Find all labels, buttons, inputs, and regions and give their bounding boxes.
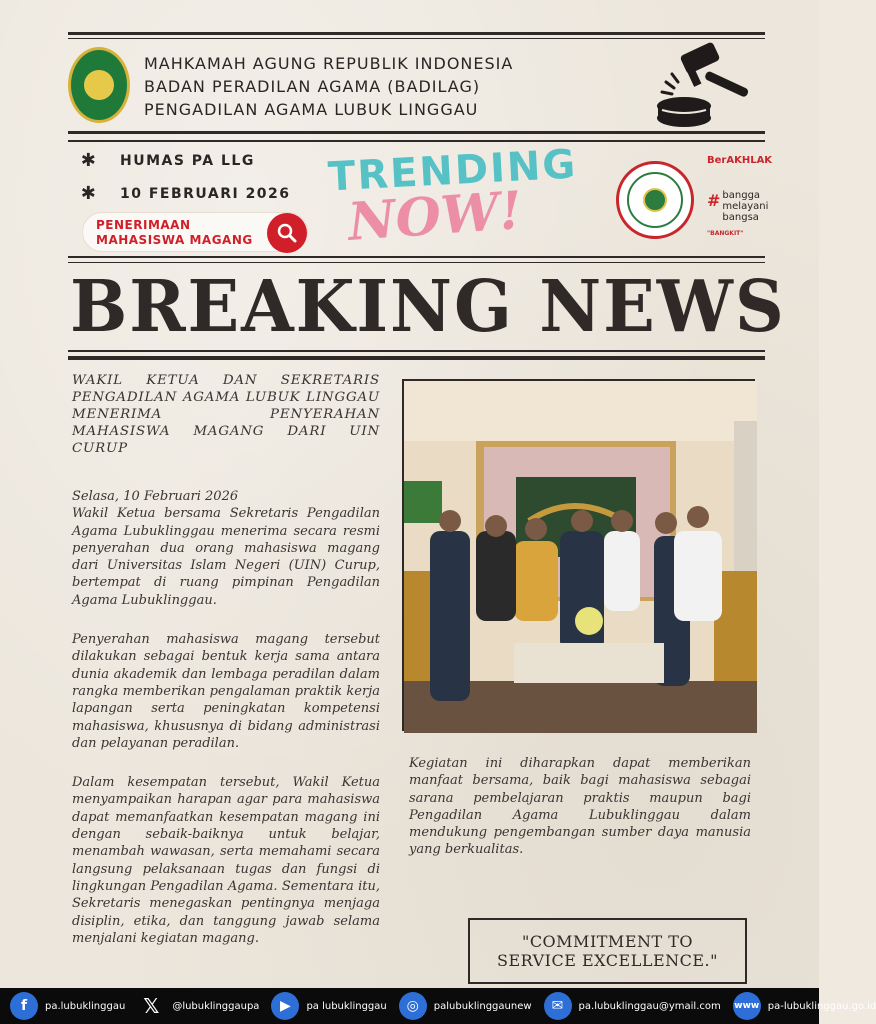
asterisk-icon: ✱	[80, 183, 98, 204]
commitment-quote	[468, 918, 747, 984]
headline-rule	[68, 350, 765, 352]
subheader-rule	[68, 256, 765, 258]
article-paragraph: Kegiatan ini diharapkan dapat memberikan manfaat bersama, baik bagi mahasiswa sebagai sarana pembelajaran praktis maupun bagi Pengadilan Agama Lubuklinggau dalam mendukung pengembangan sumber daya manusia yang berkualitas.	[409, 756, 751, 858]
article-paragraph: Penyerahan mahasiswa magang tersebut dilakukan sebagai bentuk kerja sama antara dunia akademik dan lembaga peradilan dalam rangka memberikan pengalaman praktik kerja lapangan serta peningkatan kompetensi mahasiswa, khususnya di bidang administrasi dan pelayanan peradilan.	[72, 632, 380, 751]
facebook-link[interactable]	[10, 992, 125, 1020]
x-label: @lubuklinggaupa	[172, 1000, 260, 1012]
website-label: pa-lubuklinggau.go.id	[767, 1000, 876, 1012]
youtube-icon: ▶	[271, 992, 299, 1020]
bangga-melayani-bangsa-logo	[707, 190, 768, 223]
email-icon: ✉	[544, 992, 572, 1020]
top-rule-thin	[68, 38, 765, 39]
trending-now-logo	[326, 141, 582, 253]
meta-date-row	[80, 183, 291, 204]
org-line-3: PENGADILAN AGAMA LUBUK LINGGAU	[144, 100, 479, 119]
email-label: pa.lubuklinggau@ymail.com	[578, 1000, 721, 1012]
topic-text: PENERIMAAN MAHASISWA MAGANG	[96, 218, 253, 247]
court-logo-emblem	[82, 68, 116, 102]
headline-rule-thick	[68, 356, 765, 360]
breaking-news-headline: BREAKING NEWS	[70, 264, 786, 348]
court-logo	[68, 47, 130, 123]
article-right-column	[409, 755, 751, 859]
bangkit-logo: "BANGKIT"	[707, 230, 744, 237]
hashtag-icon: #	[707, 191, 721, 210]
header-rule	[68, 131, 765, 134]
subheader-rule-thin	[68, 262, 765, 263]
facebook-label: pa.lubuklinggau	[45, 1000, 126, 1012]
bangga-text: bangga melayani bangsa	[722, 190, 769, 223]
website-link[interactable]	[733, 992, 876, 1020]
social-footer	[0, 988, 876, 1024]
article-paragraph: Selasa, 10 Februari 2026 Wakil Ketua bersama Sekretaris Pengadilan Agama Lubuklinggau menerima secara resmi penyerahan dua orang mahasiswa magang dari Universitas Islam Negeri (UIN) Curup, bertempat di ruang pimpinan Pengadilan Agama Lubuklinggau.	[72, 489, 380, 608]
org-line-2: BADAN PERADILAN AGAMA (BADILAG)	[144, 77, 481, 96]
instagram-icon: ◎	[399, 992, 427, 1020]
date-label: 10 FEBRUARI 2026	[120, 185, 291, 202]
header-rule-2	[68, 140, 765, 142]
article-paragraph: Dalam kesempatan tersebut, Wakil Ketua menyampaikan harapan agar para mahasiswa dapat memanfaatkan kesempatan magang ini dengan sebaik-baiknya untuk belajar, menambah wawasan, serta memahami secara langsung pelaksanaan tugas dan fungsi di lingkungan Pengadilan Agama. Sementara itu, Sekretaris menegaskan pentingnya menjaga disiplin, etika, dan tanggung jawab selama menjalani kegiatan magang.	[72, 775, 380, 946]
instagram-label: palubuklinggaunew	[433, 1000, 532, 1012]
top-rule	[68, 32, 765, 35]
topic-search-pill	[82, 212, 308, 252]
email-link[interactable]	[544, 992, 721, 1020]
web-icon: www	[733, 992, 761, 1020]
event-photo	[402, 379, 755, 731]
youtube-link[interactable]	[271, 992, 386, 1020]
seal-ring	[627, 172, 683, 228]
youtube-label: pa lubuklinggau	[306, 1000, 387, 1012]
court-seal-logo	[616, 161, 694, 239]
asterisk-icon: ✱	[80, 150, 98, 171]
org-header	[144, 52, 513, 121]
quote-line-1: "COMMITMENT TO	[521, 932, 694, 951]
event-photo-illustration	[404, 381, 757, 733]
now-word: NOW!	[346, 180, 524, 253]
meta-author-row	[80, 150, 255, 171]
search-icon	[267, 213, 307, 253]
gavel-icon	[652, 40, 756, 132]
instagram-link[interactable]	[399, 992, 532, 1020]
x-icon: 𝕏	[143, 994, 160, 1018]
x-link[interactable]	[137, 992, 259, 1020]
article-left-column	[72, 372, 380, 947]
quote-line-2: SERVICE EXCELLENCE."	[496, 951, 718, 970]
trending-word: TRENDING	[326, 141, 579, 201]
article-title: WAKIL KETUA DAN SEKRETARIS PENGADILAN AGAMA LUBUK LINGGAU MENERIMA PENYERAHAN MAHASISWA MAGANG DARI UIN CURUP	[72, 373, 380, 456]
facebook-icon: f	[10, 992, 38, 1020]
author-label: HUMAS PA LLG	[120, 152, 255, 169]
org-line-1: MAHKAMAH AGUNG REPUBLIK INDONESIA	[144, 54, 514, 73]
seal-core	[643, 188, 667, 212]
berakhlak-logo: BerAKHLAK	[707, 155, 773, 166]
